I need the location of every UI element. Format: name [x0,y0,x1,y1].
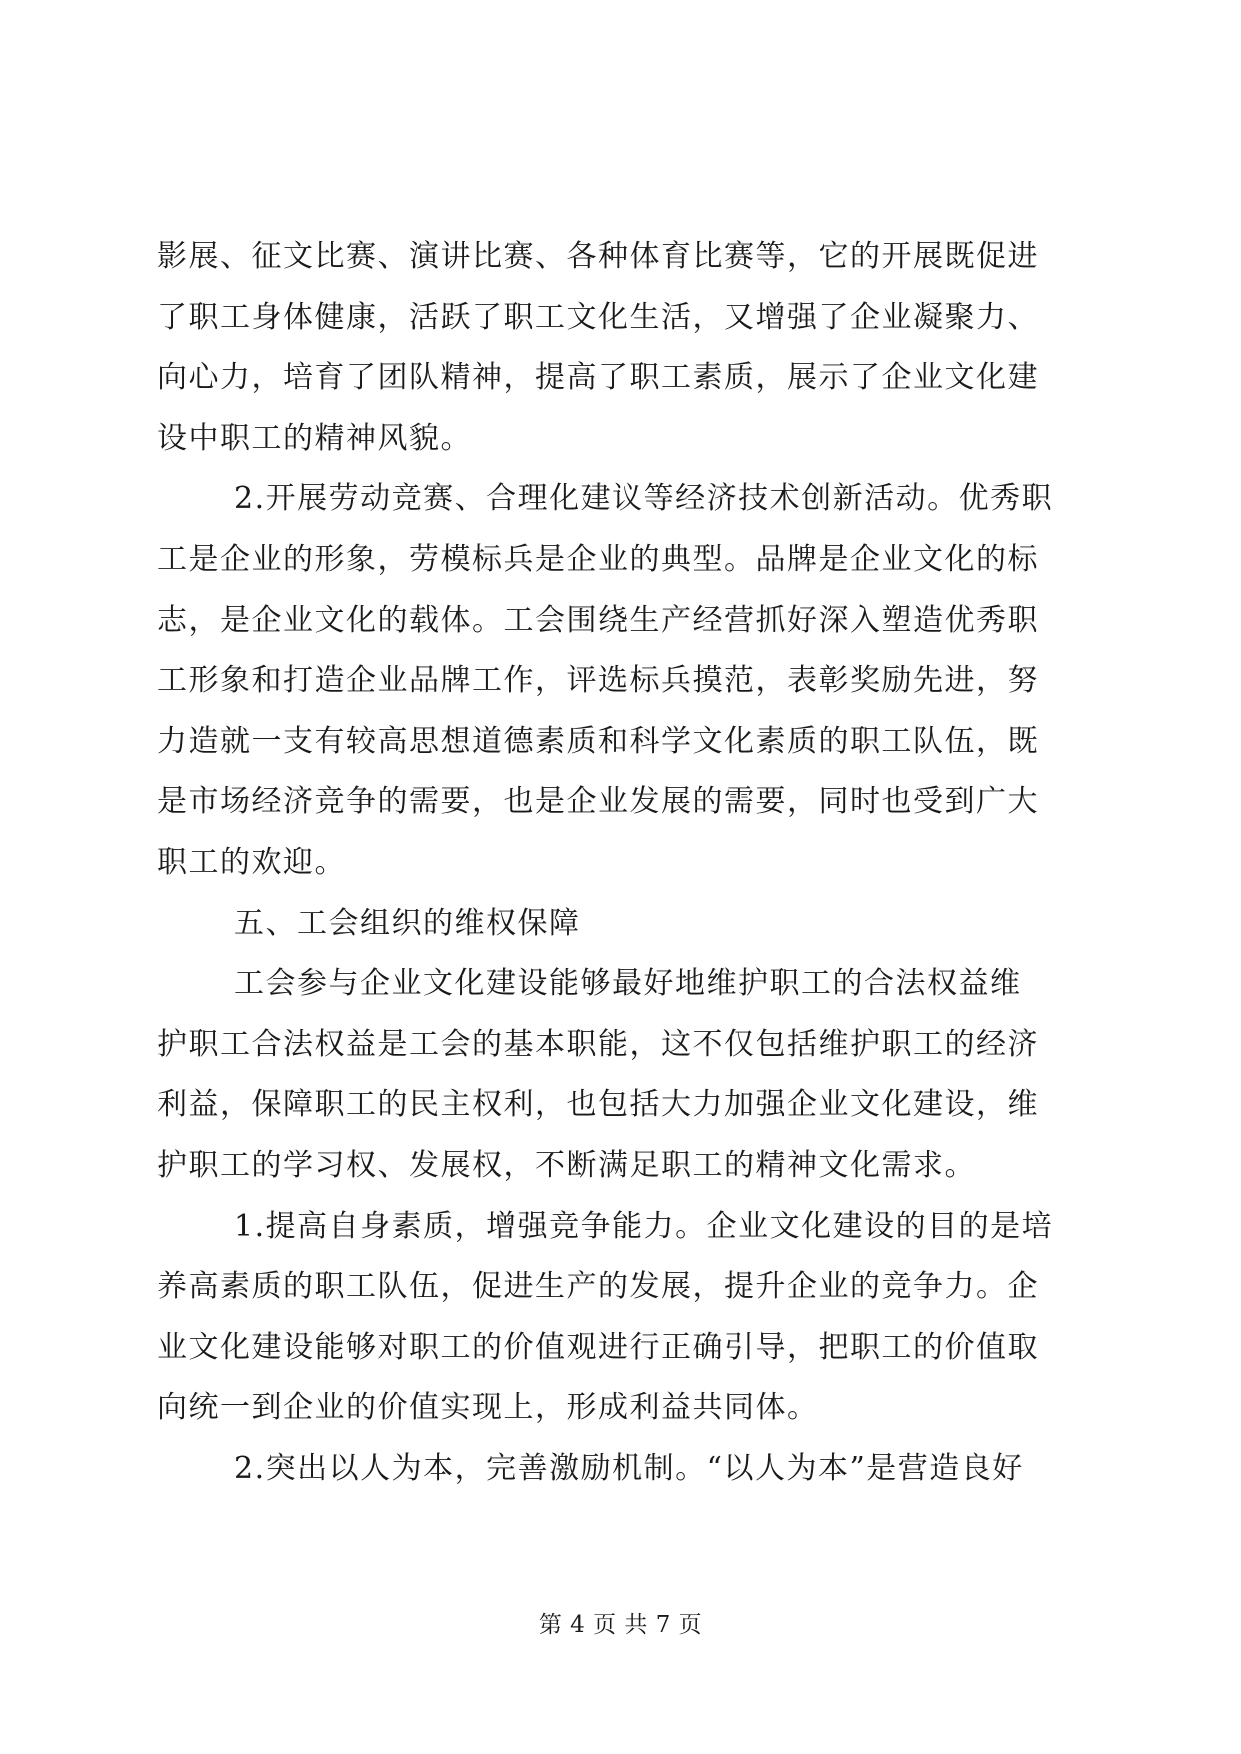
text-line: 业文化建设能够对职工的价值观进行正确引导，把职工的价值取 [157,1329,1039,1365]
paragraph-first-line: 2.突出以人为本，完善激励机制。“以人为本”是营造良好 [234,1450,1024,1486]
text-line: 护职工的学习权、发展权，不断满足职工的精神文化需求。 [157,1147,976,1183]
text-line: 工形象和打造企业品牌工作，评选标兵摸范，表彰奖励先进，努 [157,663,1039,699]
text-line: 力造就一支有较高思想道德素质和科学文化素质的职工队伍，既 [157,723,1039,759]
page-number-footer: 第 4 页 共 7 页 [538,1612,703,1638]
text-line: 设中职工的精神风貌。 [157,420,472,456]
section-heading: 五、工会组织的维权保障 [234,905,581,941]
text-line: 工是企业的形象，劳模标兵是企业的典型。品牌是企业文化的标 [157,541,1039,577]
paragraph-first-line: 1.提高自身素质，增强竞争能力。企业文化建设的目的是培 [234,1208,1054,1244]
text-line: 志，是企业文化的载体。工会围绕生产经营抓好深入塑造优秀职 [157,602,1039,638]
text-line: 职工的欢迎。 [157,844,346,880]
text-line: 利益，保障职工的民主权利，也包括大力加强企业文化建设，维 [157,1087,1039,1123]
text-line: 影展、征文比赛、演讲比赛、各种体育比赛等，它的开展既促进 [157,239,1039,274]
text-line: 护职工合法权益是工会的基本职能，这不仅包括维护职工的经济 [157,1026,1039,1062]
text-line: 是市场经济竞争的需要，也是企业发展的需要，同时也受到广大 [157,784,1039,820]
text-line: 向心力，培育了团队精神，提高了职工素质，展示了企业文化建 [157,360,1039,396]
paragraph-first-line: 工会参与企业文化建设能够最好地维护职工的合法权益维 [234,966,1022,1002]
paragraph-first-line: 2.开展劳动竞赛、合理化建议等经济技术创新活动。优秀职 [234,481,1054,517]
text-line: 养高素质的职工队伍，促进生产的发展，提升企业的竞争力。企 [157,1269,1039,1305]
text-line: 向统一到企业的价值实现上，形成利益共同体。 [157,1390,819,1426]
document-body [157,227,1077,1499]
text-line: 了职工身体健康，活跃了职工文化生活，又增强了企业凝聚力、 [157,299,1039,335]
